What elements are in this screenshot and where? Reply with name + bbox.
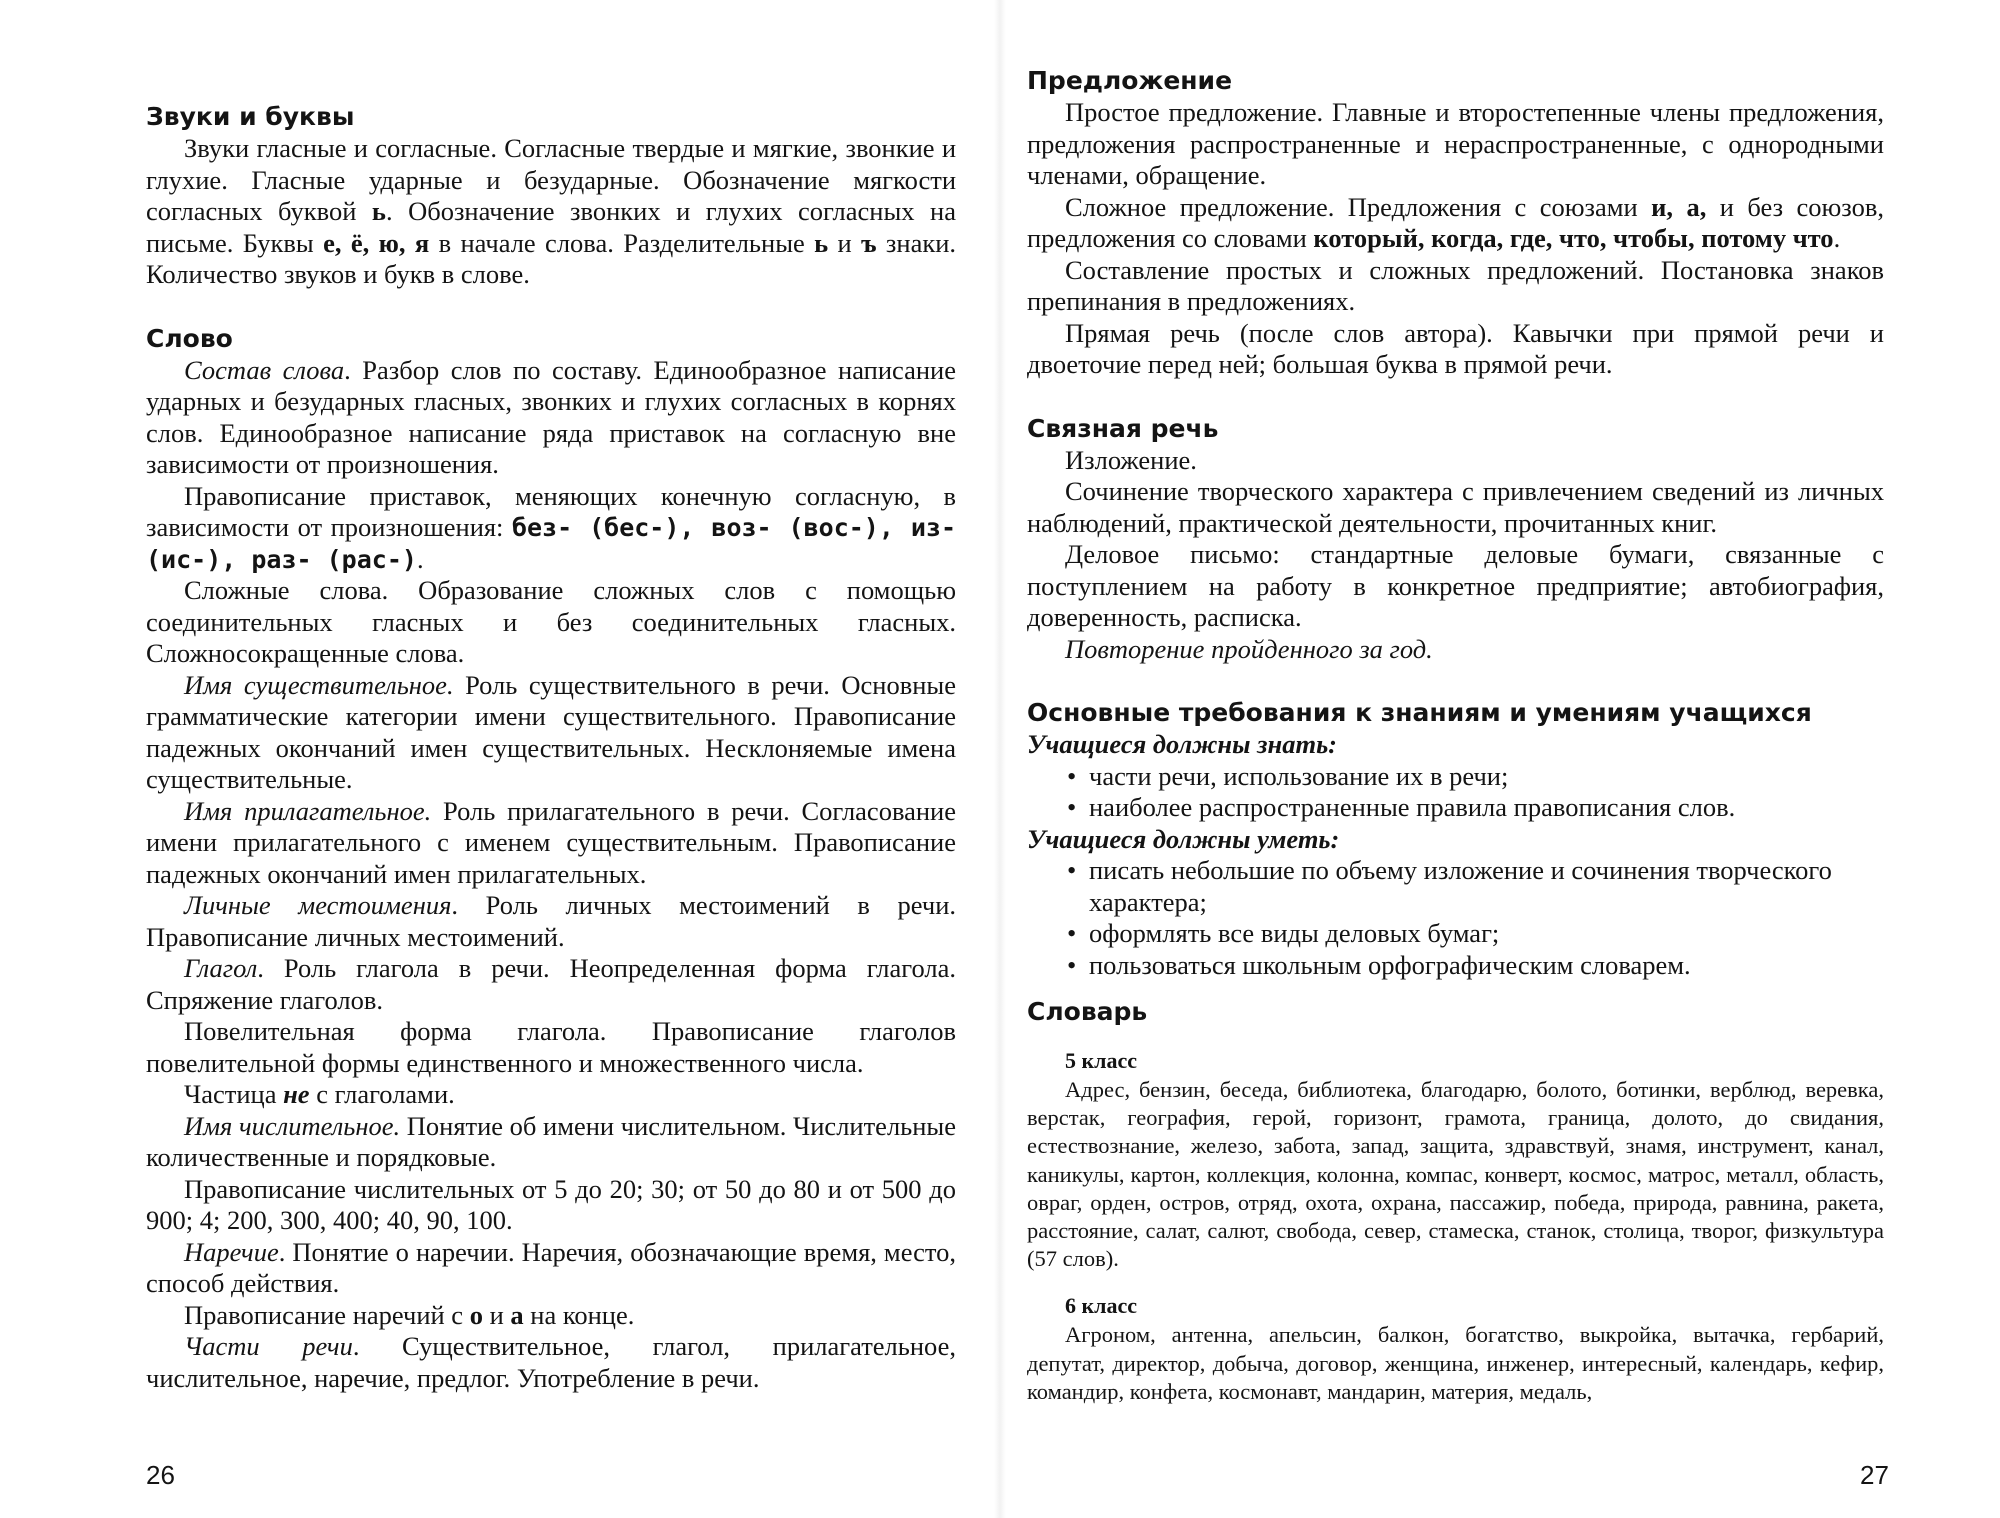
text: Частица — [184, 1079, 284, 1109]
bold-text: а — [510, 1299, 524, 1330]
paragraph — [146, 1237, 956, 1300]
section-title: Основные требования к знаниям и умениям учащихся — [1027, 698, 1812, 727]
paragraph: Правописание числительных от 5 до 20; 30; от 50 до 80 и от 500 до 900; 4; 200, 300, 400; 40, 90, 100. — [146, 1173, 956, 1235]
paragraph — [146, 796, 956, 891]
list-item: • части речи, использование их в речи; — [1027, 761, 1884, 793]
section-title: Предложение — [1027, 66, 1233, 95]
paragraph — [146, 670, 956, 796]
list-item: • писать небольшие по объему изложение и сочинения творческого характера; — [1027, 855, 1884, 918]
text: . — [416, 543, 424, 574]
bullet-list — [1027, 761, 1884, 824]
bold-text: и, а, — [1651, 191, 1707, 222]
text: . Существительное, глагол, прилагательное, числительное, наречие, предлог. Употребление в речи. — [146, 1331, 957, 1393]
bold-text: ь — [814, 227, 829, 258]
paragraph — [146, 1331, 956, 1394]
text: . Понятие о наречии. Наречия, обозначающие время, место, способ действия. — [146, 1236, 956, 1298]
italic-term: Глагол — [184, 953, 258, 983]
section-requirements — [1027, 696, 1884, 981]
bold-text: ь — [371, 196, 386, 226]
bold-text: ъ — [861, 227, 877, 258]
bold-text: е, ё, ю, я — [323, 227, 430, 258]
grade-label: 6 класс — [1065, 1293, 1138, 1319]
text: и — [828, 227, 862, 258]
paragraph — [146, 1300, 956, 1332]
list-item: • наиболее распространенные правила правописания слов. — [1027, 792, 1884, 824]
subheading: Учащиеся должны знать: — [1027, 729, 1338, 759]
text: . — [1833, 223, 1841, 253]
italic-term: Состав слова — [184, 354, 345, 385]
list-item: • оформлять все виды деловых бумаг; — [1027, 918, 1884, 950]
paragraph — [146, 953, 956, 1016]
paragraph: Деловое письмо: стандартные деловые бумаги, связанные с поступлением на работу в конкретное предприятие; автобиография, доверенность, расписка. — [1027, 539, 1884, 632]
section-word — [146, 322, 956, 1395]
text: . Роль глагола в речи. Неопределенная форма глагола. Спряжение глаголов. — [146, 953, 956, 1015]
text: Сложное предложение. Предложения с союзами — [1065, 191, 1652, 222]
section-sentence — [1027, 64, 1884, 381]
vocabulary-list — [1027, 1046, 1884, 1406]
section-title: Звуки и буквы — [146, 102, 355, 131]
italic-term: Наречие — [184, 1236, 279, 1267]
text: Правописание приставок, меняющих конечную согласную, в зависимости от произношения: — [146, 480, 956, 542]
italic-term: Имя прилагательное. — [184, 795, 432, 826]
bullet-list — [1027, 855, 1884, 981]
right-page — [1000, 0, 2000, 1518]
text: в начале слова. Разделительные — [429, 227, 815, 258]
text: . Разбор слов по составу. Единообразное написание ударных и безударных гласных, звонких и глухих согласных в корнях слов. Единообразное написание ряда приставок на согласную вне зависимости от произношения. — [146, 354, 956, 479]
paragraph: Прямая речь (после слов автора). Кавычки при прямой речи и двоеточие перед ней; большая буква в прямой речи. — [1027, 317, 1884, 379]
text: Роль прилагательного в речи. Согласование имени прилагательного с именем существительным. Правописание падежных окончаний имен прилагательных. — [146, 795, 956, 889]
word-list: Агроном, антенна, апельсин, балкон, богатство, выкройка, вытачка, гербарий, депутат, директор, добыча, договор, женщина, инженер, интересный, календарь, кефир, командир, конфета, космонавт, мандарин, материя, медаль, — [1027, 1322, 1884, 1404]
text: . Обозначение звонких и глухих согласных на письме. Буквы — [146, 196, 956, 258]
paragraph — [146, 890, 956, 953]
text: с глаголами. — [309, 1079, 455, 1109]
section-title: Словарь — [1027, 997, 1148, 1026]
paragraph — [1027, 192, 1884, 255]
text: и — [482, 1299, 511, 1330]
paragraph: Составление простых и сложных предложений. Постановка знаков препинания в предложениях. — [1027, 254, 1884, 316]
text: и без союзов, предложения со словами — [1027, 191, 1884, 253]
text: Понятие об имени числительном. Числительные количественные и порядковые. — [146, 1110, 957, 1172]
section-vocabulary — [1027, 995, 1884, 1406]
left-column — [146, 100, 956, 1394]
section-connected-speech — [1027, 412, 1884, 666]
list-item: • пользоваться школьным орфографическим словарем. — [1027, 950, 1884, 982]
bold-text: о — [469, 1299, 483, 1330]
section-title: Слово — [146, 323, 233, 353]
italic-term: Части речи — [184, 1331, 353, 1361]
grade-label: 5 класс — [1065, 1048, 1138, 1073]
paragraph — [146, 133, 956, 291]
page-number: 27 — [1860, 1460, 1889, 1490]
italic-term: Личные местоимения — [184, 890, 452, 920]
page-number: 26 — [146, 1460, 175, 1490]
italic-term: Имя числительное. — [184, 1110, 401, 1141]
right-column — [1027, 64, 1884, 1406]
bold-text: который, когда, где, что, чтобы, потому что — [1313, 223, 1834, 253]
bold-text: без- (бес-), воз- (вос-), из- (ис-), раз- (рас-) — [146, 513, 956, 574]
italic-term: Имя существительное. — [184, 669, 454, 700]
section-sounds-letters — [146, 100, 956, 291]
text: знаки. Количество звуков и букв в слове. — [146, 227, 957, 289]
bold-italic-text: не — [283, 1079, 310, 1109]
paragraph: Повелительная форма глагола. Правописание глаголов повелительной формы единственного и множественного числа. — [146, 1016, 956, 1078]
paragraph — [146, 1079, 956, 1111]
text: Роль существительного в речи. Основные грамматические категории имени существительного. Правописание падежных окончаний имен существительных. Несклоняемые имена существительные. — [146, 669, 957, 794]
text: . Роль личных местоимений в речи. Правописание личных местоимений. — [146, 890, 957, 952]
text: Правописание наречий с — [184, 1299, 470, 1330]
subheading: Учащиеся должны уметь: — [1027, 823, 1340, 854]
paragraph — [146, 355, 956, 481]
section-title: Связная речь — [1027, 413, 1219, 443]
paragraph — [146, 481, 956, 576]
paragraph — [146, 1111, 956, 1174]
italic-text: Повторение пройденного за год. — [1065, 633, 1433, 664]
paragraph — [1027, 634, 1884, 666]
text: на конце. — [523, 1299, 635, 1330]
word-list: Адрес, бензин, беседа, библиотека, благодарю, болото, ботинки, верблюд, веревка, верстак, география, герой, горизонт, грамота, граница, долото, до свидания, естествознание, железо, забота, запад, защита, здравствуй, знамя, инструмент, канал, каникулы, картон, коллекция, колонна, компас, конверт, космос, матрос, металл, область, овраг, орден, остров, отряд, охота, охрана, пассажир, победа, природа, равнина, ракета, расстояние, салат, салют, свобода, север, стамеска, станок, столица, творог, физкультура (57 слов). — [1027, 1077, 1884, 1272]
text: Звуки гласные и согласные. Согласные твердые и мягкие, звонкие и глухие. Гласные ударные и безударные. Обозначение мягкости согласных буквой — [146, 133, 956, 226]
paragraph: Простое предложение. Главные и второстепенные члены предложения, предложения распространенные и нераспространенные, с однородными членами, обращение. — [1027, 97, 1884, 190]
paragraph: Сложные слова. Образование сложных слов с помощью соединительных гласных и без соединительных гласных. Сложносокращенные слова. — [146, 575, 956, 668]
paragraph: Изложение. — [1065, 444, 1197, 475]
paragraph: Сочинение творческого характера с привлечением сведений из личных наблюдений, практической деятельности, прочитанных книг. — [1027, 476, 1884, 538]
